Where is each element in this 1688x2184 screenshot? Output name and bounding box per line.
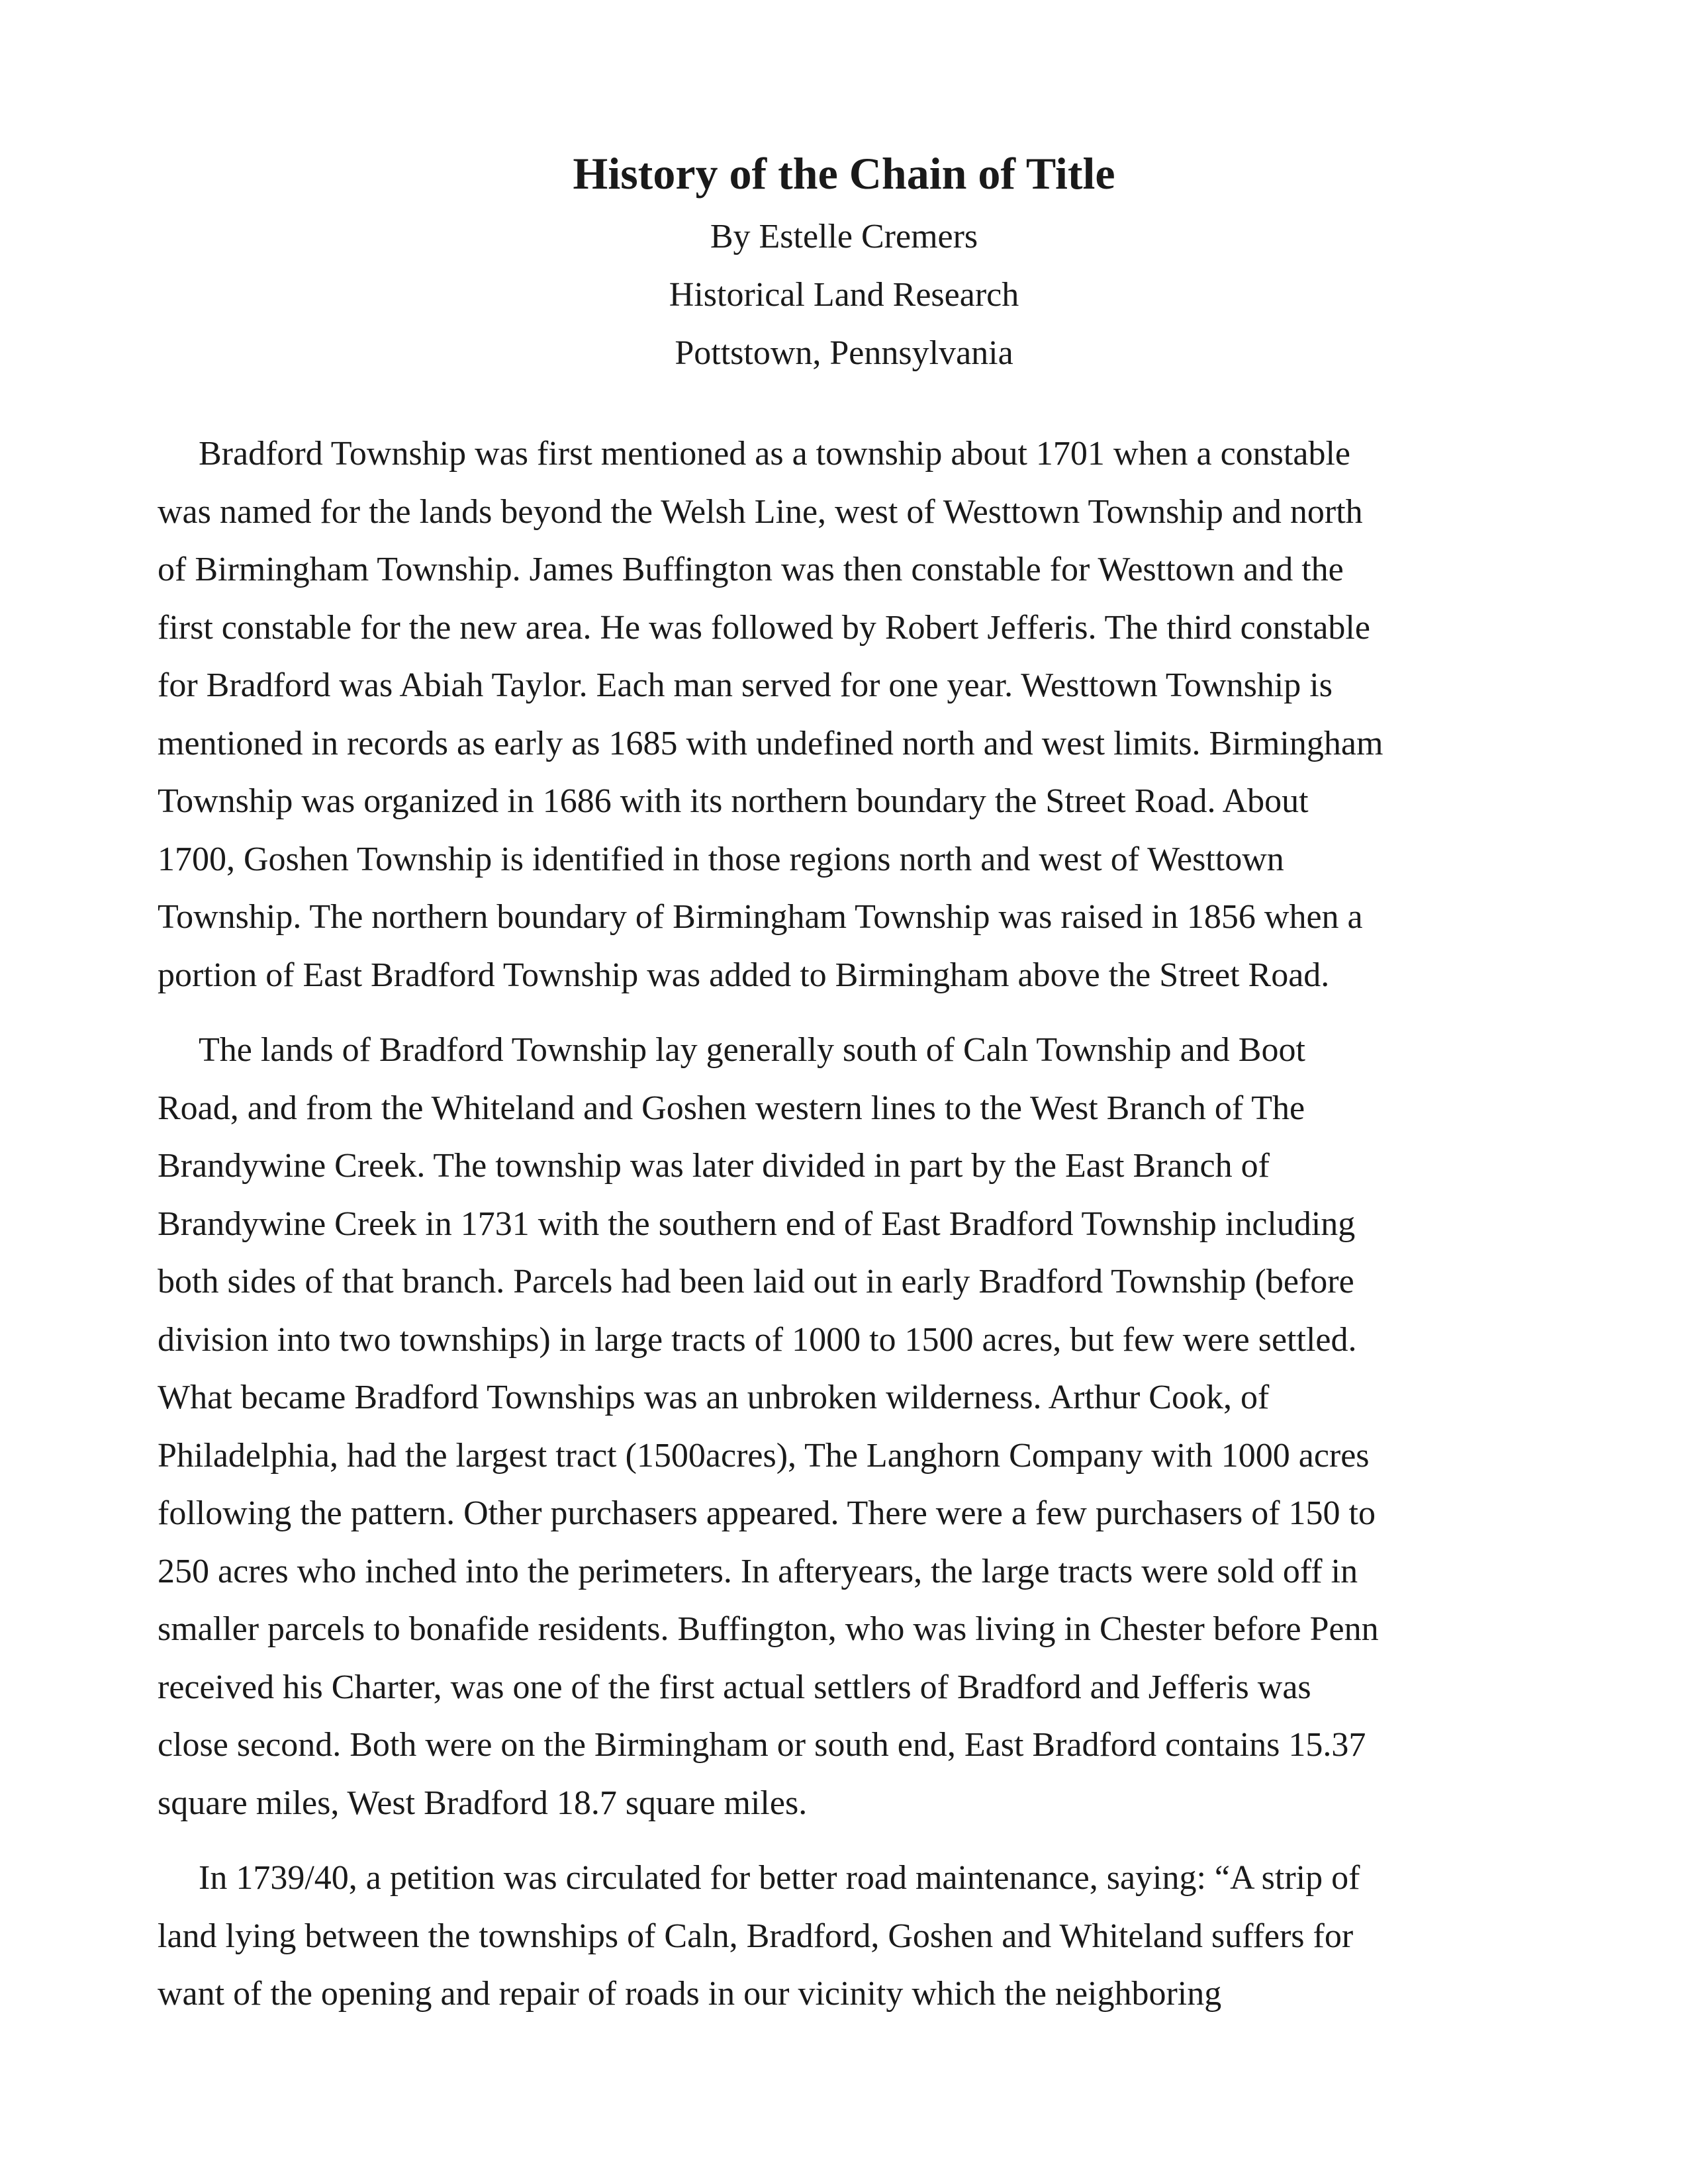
author-byline: By Estelle Cremers [710, 217, 978, 255]
text-line: square miles, West Bradford 18.7 square miles. [158, 1784, 808, 1822]
text-line: Bradford Township was first mentioned as a township about 1701 when a constable [199, 435, 1350, 473]
text-line: Township. The northern boundary of Birmingham Township was raised in 1856 when a [158, 898, 1363, 936]
document-body [158, 425, 1536, 2040]
organization-name: Historical Land Research [669, 275, 1019, 314]
location-line: Pottstown, Pennsylvania [675, 334, 1013, 372]
text-line: Brandywine Creek. The township was later divided in part by the East Branch of [158, 1147, 1270, 1185]
text-line: Brandywine Creek in 1731 with the southern end of East Bradford Township including [158, 1205, 1356, 1243]
text-line: following the pattern. Other purchasers appeared. There were a few purchasers of 150 to [158, 1494, 1376, 1532]
text-line: What became Bradford Townships was an unbroken wilderness. Arthur Cook, of [158, 1379, 1270, 1416]
text-line: division into two townships) in large tracts of 1000 to 1500 acres, but few were settled. [158, 1320, 1357, 1359]
text-line: In 1739/40, a petition was circulated for better road maintenance, saying: “A strip of [199, 1859, 1360, 1897]
text-line: of Birmingham Township. James Buffington was then constable for Westtown and the [158, 551, 1344, 588]
text-line: portion of East Bradford Township was added to Birmingham above the Street Road. [158, 956, 1330, 994]
text-line: mentioned in records as early as 1685 with undefined north and west limits. Birmingham [158, 724, 1383, 762]
paragraph [158, 425, 1536, 1004]
paragraph [158, 1021, 1536, 1832]
text-line: first constable for the new area. He was followed by Robert Jefferis. The third constable [158, 608, 1370, 647]
text-line: Road, and from the Whiteland and Goshen western lines to the West Branch of The [158, 1089, 1305, 1127]
text-line: close second. Both were on the Birmingham or south end, East Bradford contains 15.37 [158, 1726, 1366, 1764]
document-header [0, 147, 1688, 383]
text-line: The lands of Bradford Township lay generally south of Caln Township and Boot [199, 1031, 1305, 1069]
text-line: 250 acres who inched into the perimeters. In afteryears, the large tracts were sold off in [158, 1552, 1358, 1590]
text-line: 1700, Goshen Township is identified in those regions north and west of Westtown [158, 840, 1284, 878]
text-line: land lying between the townships of Caln, Bradford, Goshen and Whiteland suffers for [158, 1917, 1354, 1955]
text-line: was named for the lands beyond the Welsh Line, west of Westtown Township and north [158, 492, 1363, 531]
document-title: History of the Chain of Title [573, 148, 1115, 199]
text-line: Township was organized in 1686 with its northern boundary the Street Road. About [158, 782, 1309, 820]
text-line: for Bradford was Abiah Taylor. Each man served for one year. Westtown Township is [158, 666, 1333, 704]
text-line: want of the opening and repair of roads in our vicinity which the neighboring [158, 1975, 1222, 2013]
text-line: Philadelphia, had the largest tract (1500acres), The Langhorn Company with 1000 acres [158, 1436, 1370, 1475]
text-line: both sides of that branch. Parcels had been laid out in early Bradford Township (before [158, 1263, 1354, 1300]
text-line: smaller parcels to bonafide residents. Buffington, who was living in Chester before Penn [158, 1610, 1379, 1648]
text-line: received his Charter, was one of the first actual settlers of Bradford and Jefferis was [158, 1668, 1311, 1706]
paragraph [158, 1849, 1536, 2023]
